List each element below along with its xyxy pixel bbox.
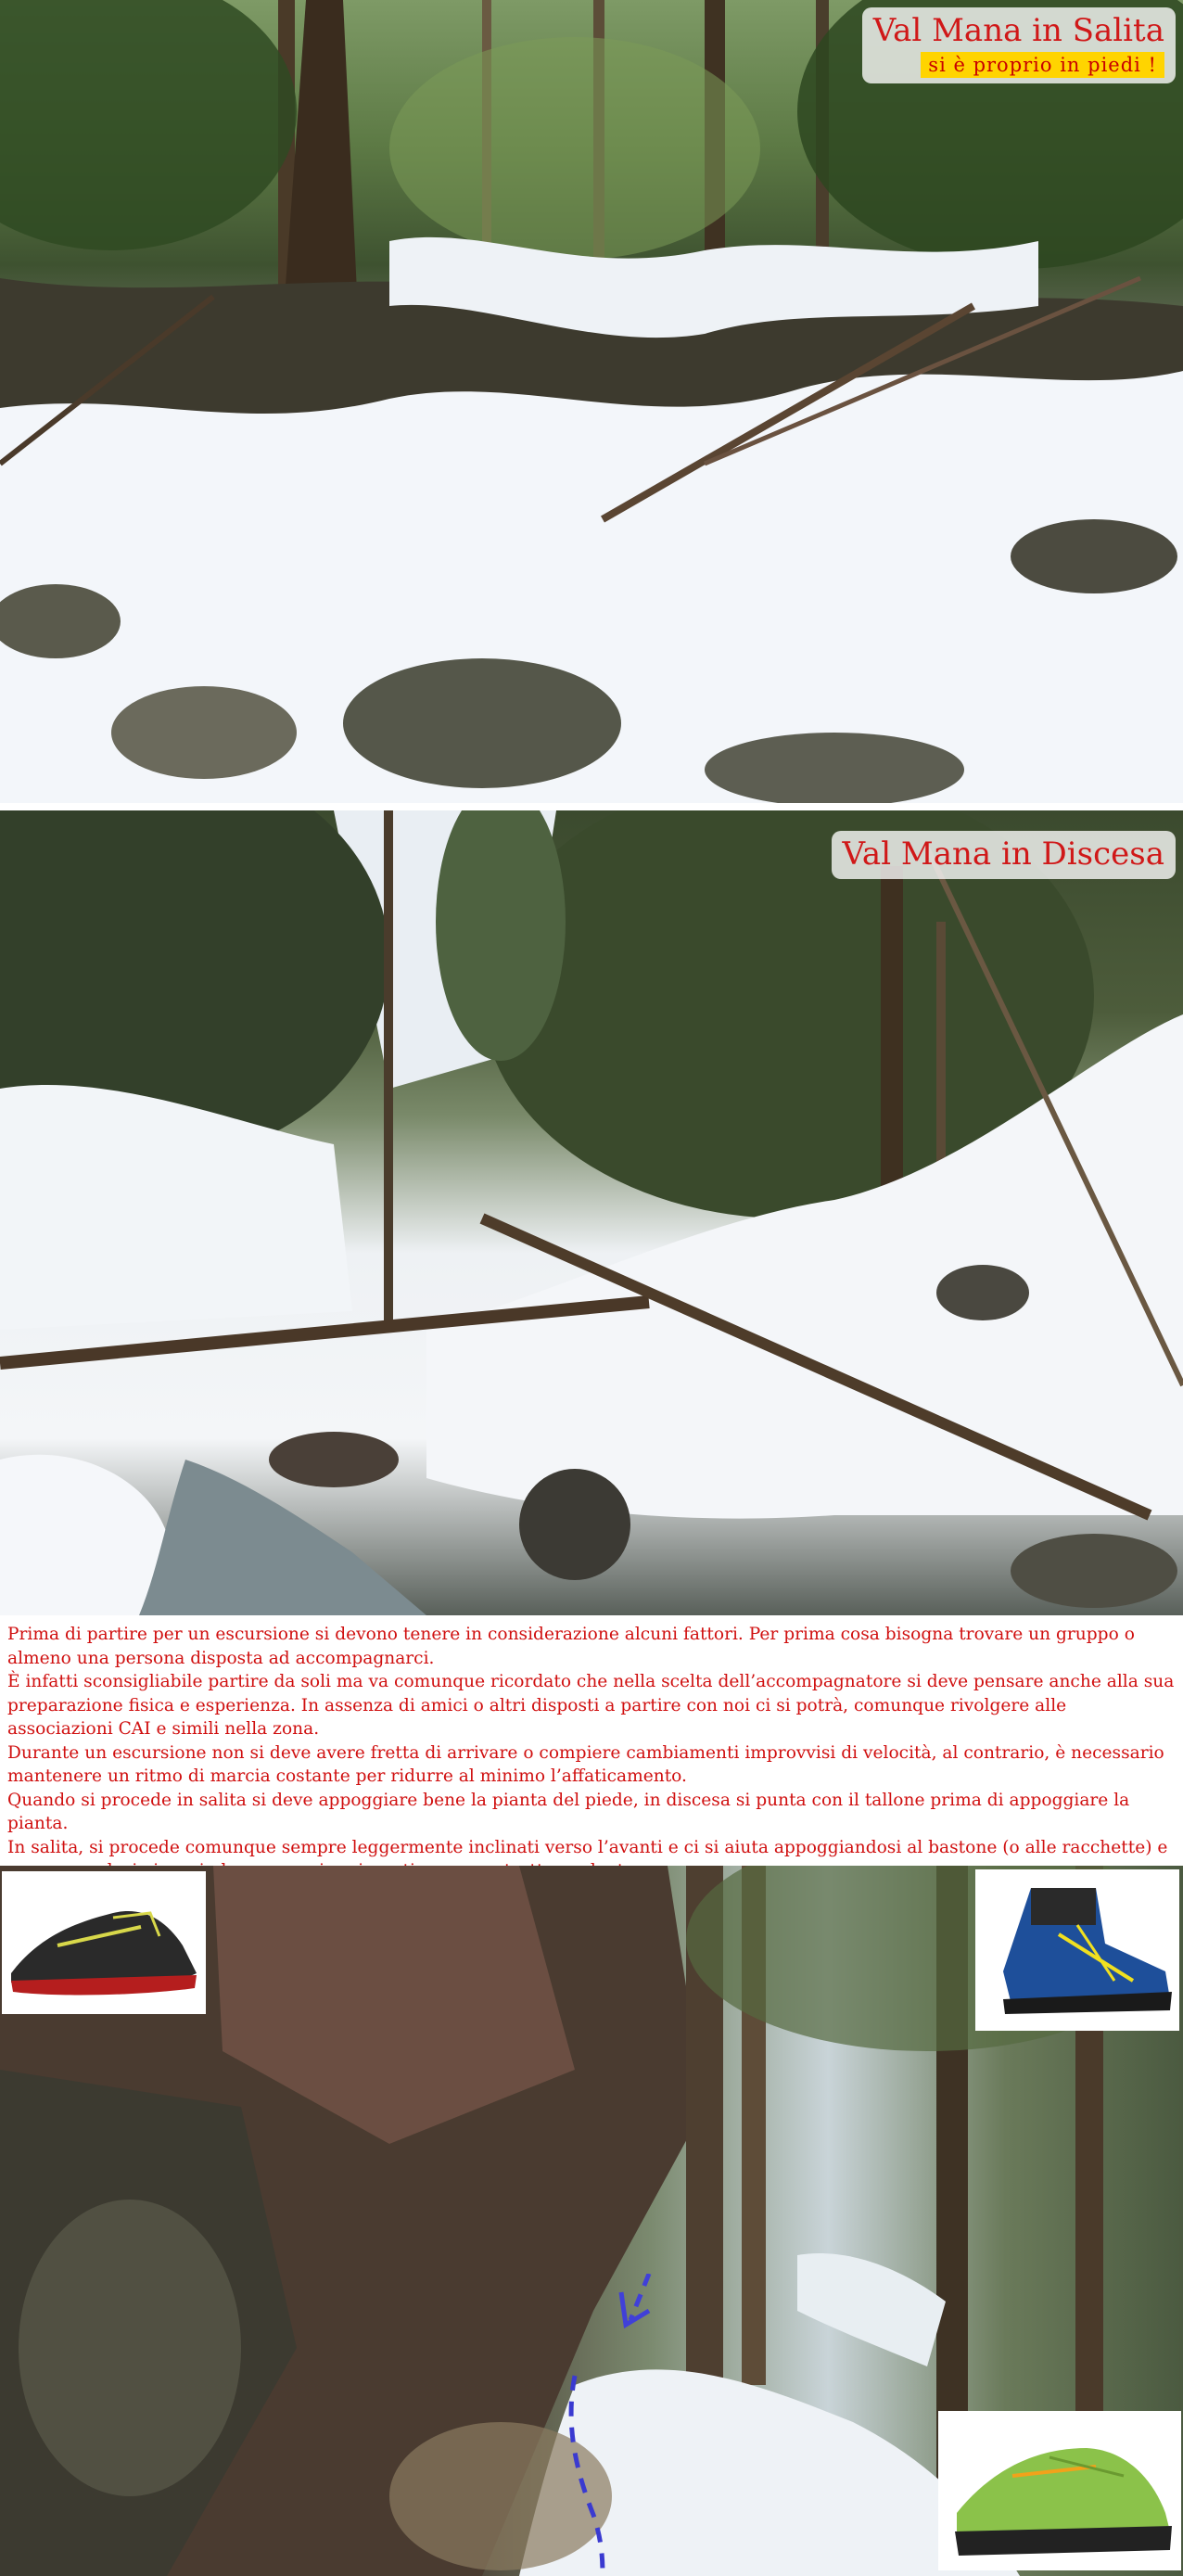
title-badge-salita [862, 7, 1176, 83]
trail-direction-arrow-icon [556, 2274, 668, 2576]
hiking-shoe-green-image [938, 2411, 1181, 2570]
advice-text-block [0, 1615, 1183, 1866]
section-title-discesa: Val Mana in Discesa [842, 835, 1164, 873]
snowy-stream-downhill-scene [0, 810, 1183, 1615]
advice-paragraph: In salita, si procede comunque sempre leggermente inclinati verso l’avanti e ci si aiuta appoggiandosi al bastone (o alle racchette) e [7, 1837, 1168, 1857]
advice-paragraph: Prima di partire per un escursione si devono tenere in considerazione alcuni fattori. Per prima cosa bisogna trovare un gruppo o almeno una persona disposta ad accompagnarci. [7, 1625, 1135, 1668]
section-subtitle-salita: si è proprio in piedi ! [921, 52, 1164, 78]
snowy-forest-uphill-scene [0, 0, 1183, 803]
title-badge-discesa [832, 831, 1177, 879]
hiking-shoe-black-image [2, 1871, 206, 2014]
photo-salita [0, 0, 1183, 803]
advice-paragraph: Quando si procede in salita si deve appoggiare bene la pianta del piede, in discesa si punta con il tallone prima di appoggiare la pianta. [7, 1790, 1130, 1833]
advice-paragraph: È infatti sconsigliabile partire da soli ma va comunque ricordato che nella scelta dell’accompagnatore si deve pensare anche alla sua preparazione fisica e esperienza. In assenza di amici o altri disposti a partire con noi ci si potrà, comunque rivolgere alle associazioni CAI e simili nella zona. [7, 1672, 1175, 1739]
advice-paragraph: Durante un escursione non si deve avere fretta di arrivare o compiere cambiamenti improvvisi di velocità, al contrario, è necessario mantenere un ritmo di marcia costante per ridurre al minimo l’affaticamento. [7, 1742, 1164, 1786]
photo-discesa [0, 810, 1183, 1615]
section-title-salita: Val Mana in Salita [872, 12, 1164, 49]
hiking-boot-blue-image [975, 1869, 1179, 2031]
